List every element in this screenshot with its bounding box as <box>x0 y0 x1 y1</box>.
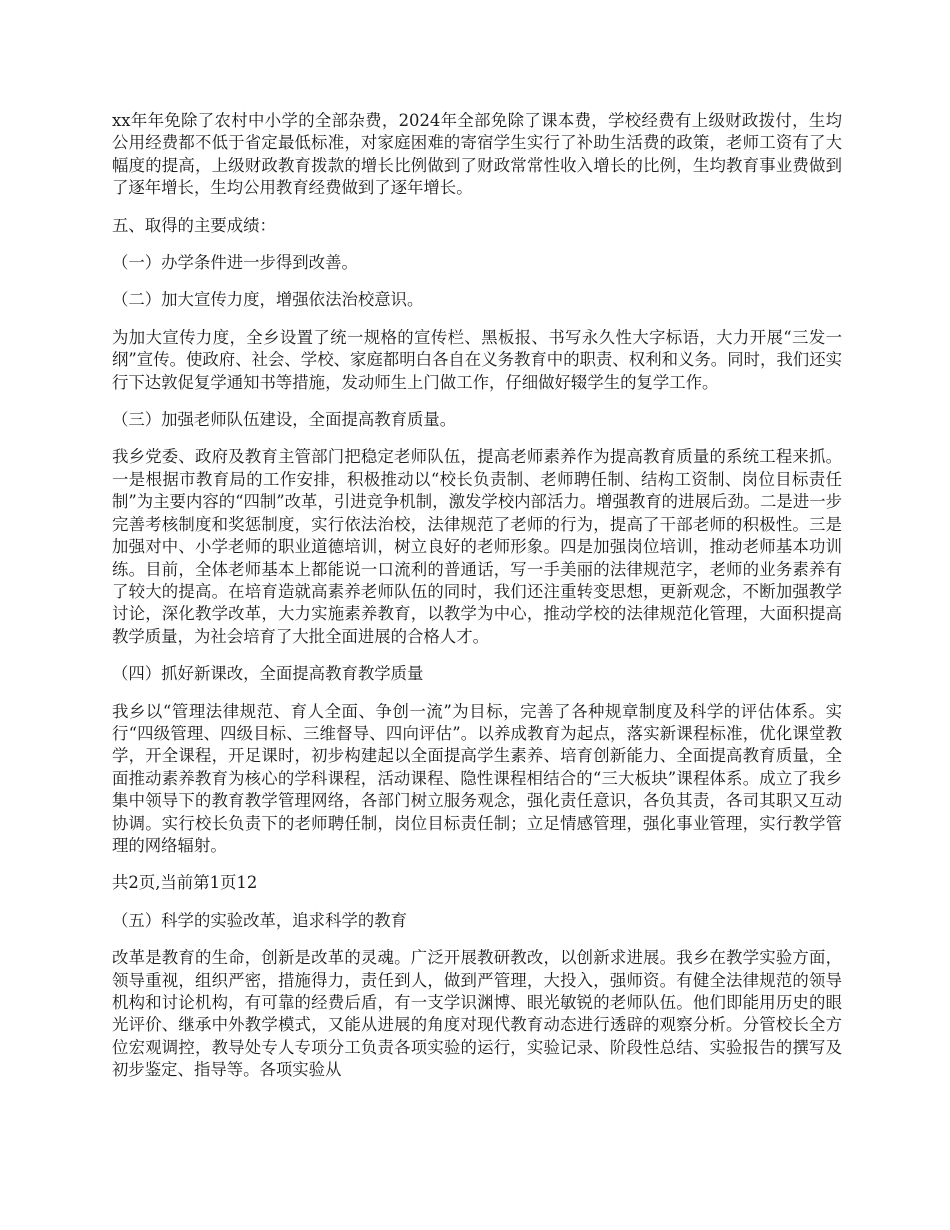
page-counter: 共2页,当前第1页12 <box>112 873 258 893</box>
subsection-heading-2: （二）加大宣传力度，增强依法治校意识。 <box>112 290 424 310</box>
subsection-heading-4: （四）抓好新课改，全面提高教育教学质量 <box>112 664 424 684</box>
subsection-heading-1: （一）办学条件进一步得到改善。 <box>112 253 358 273</box>
section-heading-achievements: 五、取得的主要成绩： <box>112 215 276 235</box>
paragraph-teacher-team: 我乡党委、政府及教育主管部门把稳定老师队伍，提高老师素养作为提高教育质量的系统工程来抓。一是根据市教育局的工作安排，积极推动以“校长负责制、老师聘任制、结构工资制、岗位目标责任制”为主要内容的“四制”改革，引进竞争机制，激发学校内部活力。增强教育的进展后劲。二是进一步完善考核制度和奖惩制度，实行依法治校，法律规范了老师的行为，提高了干部老师的积极性。三是加强对中、小学老师的职业道德培训，树立良好的老师形象。四是加强岗位培训，推动老师基本功训练。目前，全体老师基本上都能说一口流利的普通话，写一手美丽的法律规范字，老师的业务素养有了较大的提高。在培育造就高素养老师队伍的同时，我们还注重转变思想，更新观念，不断加强教学讨论，深化教学改革，大力实施素养教育，以教学为中心，推动学校的法律规范化管理，大面积提高教学质量，为社会培育了大批全面进展的合格人才。 <box>112 447 842 646</box>
paragraph-experiment-reform: 改革是教育的生命，创新是改革的灵魂。广泛开展教研教改，以创新求进展。我乡在教学实验方面，领导重视，组织严密，措施得力，责任到人，做到严管理，大投入，强师资。有健全法律规范的领导机构和讨论机构，有可靠的经费后盾，有一支学识渊博、眼光敏锐的老师队伍。他们即能用历史的眼光评价、继承中外教学模式，又能从进展的角度对现代教育动态进行透辟的观察分析。分管校长全方位宏观调控，教导处专人专项分工负责各项实验的运行，实验记录、阶段性总结、实验报告的撰写及初步鉴定、指导等。各项实验从 <box>112 948 842 1080</box>
subsection-heading-5: （五）科学的实验改革，追求科学的教育 <box>112 910 408 930</box>
paragraph-publicity: 为加大宣传力度，全乡设置了统一规格的宣传栏、黑板报、书写永久性大字标语，大力开展“三发一纲”宣传。使政府、社会、学校、家庭都明白各自在义务教育中的职责、权利和义务。同时，我们还实行下达敦促复学通知书等措施，发动师生上门做工作，仔细做好辍学生的复学工作。 <box>112 327 842 392</box>
paragraph-curriculum-reform: 我乡以“管理法律规范、育人全面、争创一流”为目标，完善了各种规章制度及科学的评估体系。实行“四级管理、四级目标、三维督导、四向评估”。以养成教育为起点，落实新课程标准，优化课堂教学，开全课程，开足课时，初步构建起以全面提高学生素养、培育创新能力、全面提高教育质量，全面推动素养教育为核心的学科课程，活动课程、隐性课程相结合的“三大板块”课程体系。成立了我乡集中领导下的教育教学管理网络，各部门树立服务观念，强化责任意识，各负其责，各司其职又互动协调。实行校长负责下的老师聘任制，岗位目标责任制；立足情感管理，强化事业管理，实行教学管理的网络辐射。 <box>112 701 842 855</box>
paragraph-funding: xx年年免除了农村中小学的全部杂费，2024年全部免除了课本费，学校经费有上级财政拨付，生均公用经费都不低于省定最低标准，对家庭困难的寄宿学生实行了补助生活费的政策，老师工资有了大幅度的提高，上级财政教育拨款的增长比例做到了财政常常性收入增长的比例，生均教育事业费做到了逐年增长，生均公用教育经费做到了逐年增长。 <box>112 111 842 198</box>
subsection-heading-3: （三）加强老师队伍建设，全面提高教育质量。 <box>112 410 457 430</box>
document-page <box>112 110 842 1097</box>
